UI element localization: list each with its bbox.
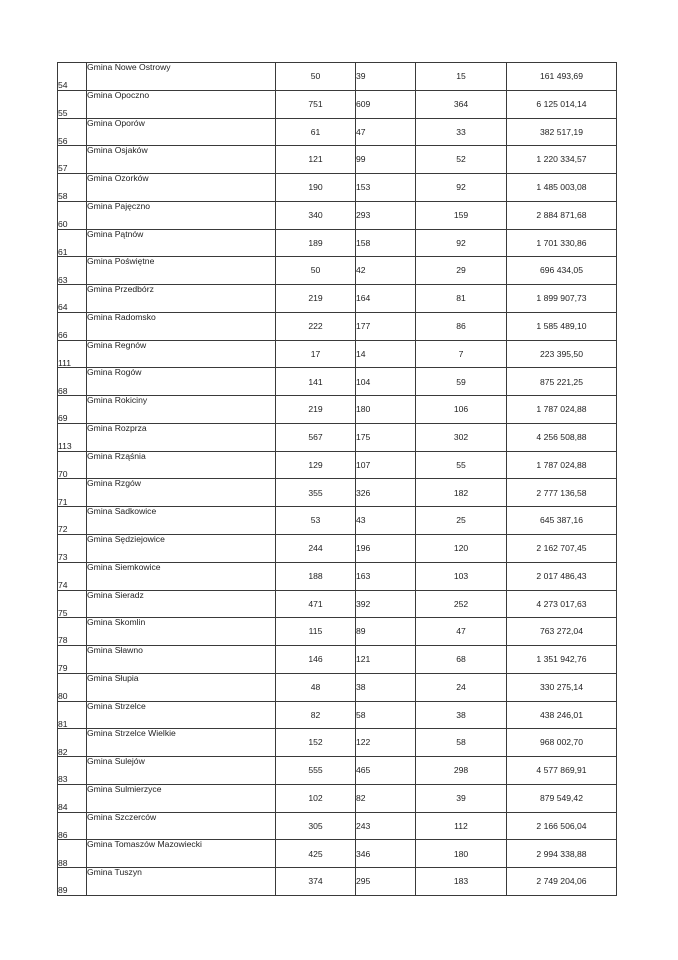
row-number: 58 [58,174,87,202]
row-number: 82 [58,729,87,757]
row-number: 71 [58,479,87,507]
table-row [58,174,617,202]
table-row [58,90,617,118]
value-col-3: 298 [416,757,507,785]
value-col-3: 55 [416,451,507,479]
municipality-name: Gmina Sulejów [87,757,276,785]
table-row [58,701,617,729]
amount: 2 777 136,58 [507,479,617,507]
municipality-name: Gmina Regnów [87,340,276,368]
row-number: 79 [58,646,87,674]
value-col-2: 293 [356,201,416,229]
table-row [58,840,617,868]
value-col-1: 355 [276,479,356,507]
value-col-2: 609 [356,90,416,118]
value-col-2: 243 [356,812,416,840]
row-number: 111 [58,340,87,368]
municipality-name: Gmina Przedbórz [87,285,276,313]
value-col-2: 163 [356,562,416,590]
value-col-1: 567 [276,423,356,451]
value-col-2: 465 [356,757,416,785]
value-col-2: 175 [356,423,416,451]
value-col-2: 180 [356,396,416,424]
value-col-1: 48 [276,673,356,701]
value-col-3: 120 [416,535,507,563]
value-col-2: 89 [356,618,416,646]
row-number: 55 [58,90,87,118]
row-number: 57 [58,146,87,174]
value-col-1: 244 [276,535,356,563]
value-col-1: 222 [276,312,356,340]
value-col-3: 29 [416,257,507,285]
value-col-3: 25 [416,507,507,535]
row-number: 83 [58,757,87,785]
value-col-3: 92 [416,229,507,257]
value-col-1: 50 [276,63,356,91]
row-number: 80 [58,673,87,701]
amount: 4 256 508,88 [507,423,617,451]
row-number: 81 [58,701,87,729]
value-col-2: 43 [356,507,416,535]
value-col-3: 59 [416,368,507,396]
amount: 161 493,69 [507,63,617,91]
value-col-1: 115 [276,618,356,646]
municipality-name: Gmina Rząśnia [87,451,276,479]
row-number: 75 [58,590,87,618]
municipality-table [57,62,617,896]
row-number: 69 [58,396,87,424]
value-col-3: 302 [416,423,507,451]
amount: 968 002,70 [507,729,617,757]
value-col-2: 107 [356,451,416,479]
table-row [58,257,617,285]
municipality-name: Gmina Rogów [87,368,276,396]
table-row [58,368,617,396]
value-col-2: 38 [356,673,416,701]
value-col-3: 182 [416,479,507,507]
table-row [58,63,617,91]
row-number: 86 [58,812,87,840]
row-number: 78 [58,618,87,646]
value-col-1: 17 [276,340,356,368]
table-row [58,812,617,840]
value-col-1: 141 [276,368,356,396]
row-number: 61 [58,229,87,257]
row-number: 70 [58,451,87,479]
value-col-2: 122 [356,729,416,757]
amount: 879 549,42 [507,784,617,812]
amount: 6 125 014,14 [507,90,617,118]
table-row [58,562,617,590]
table-row [58,618,617,646]
table-row [58,451,617,479]
value-col-1: 190 [276,174,356,202]
value-col-3: 86 [416,312,507,340]
value-col-3: 52 [416,146,507,174]
table-row [58,646,617,674]
amount: 696 434,05 [507,257,617,285]
amount: 645 387,16 [507,507,617,535]
municipality-name: Gmina Oporów [87,118,276,146]
table-row [58,479,617,507]
table-row [58,673,617,701]
value-col-2: 346 [356,840,416,868]
row-number: 74 [58,562,87,590]
table-row [58,868,617,896]
value-col-1: 305 [276,812,356,840]
value-col-3: 15 [416,63,507,91]
value-col-2: 164 [356,285,416,313]
row-number: 54 [58,63,87,91]
municipality-name: Gmina Ozorków [87,174,276,202]
table-row [58,285,617,313]
row-number: 64 [58,285,87,313]
municipality-name: Gmina Sadkowice [87,507,276,535]
value-col-3: 106 [416,396,507,424]
value-col-1: 219 [276,396,356,424]
table-row [58,729,617,757]
value-col-2: 14 [356,340,416,368]
row-number: 66 [58,312,87,340]
amount: 1 485 003,08 [507,174,617,202]
value-col-2: 326 [356,479,416,507]
table-row [58,201,617,229]
value-col-1: 82 [276,701,356,729]
amount: 875 221,25 [507,368,617,396]
amount: 382 517,19 [507,118,617,146]
amount: 763 272,04 [507,618,617,646]
amount: 2 749 204,06 [507,868,617,896]
value-col-3: 252 [416,590,507,618]
amount: 330 275,14 [507,673,617,701]
amount: 2 017 486,43 [507,562,617,590]
value-col-2: 104 [356,368,416,396]
row-number: 60 [58,201,87,229]
municipality-name: Gmina Sulmierzyce [87,784,276,812]
row-number: 88 [58,840,87,868]
amount: 1 220 334,57 [507,146,617,174]
table-row [58,340,617,368]
table-row [58,396,617,424]
municipality-name: Gmina Poświętne [87,257,276,285]
value-col-1: 50 [276,257,356,285]
value-col-3: 47 [416,618,507,646]
row-number: 84 [58,784,87,812]
row-number: 68 [58,368,87,396]
value-col-2: 58 [356,701,416,729]
value-col-1: 121 [276,146,356,174]
value-col-1: 53 [276,507,356,535]
value-col-1: 751 [276,90,356,118]
municipality-name: Gmina Pątnów [87,229,276,257]
table-row [58,590,617,618]
amount: 4 273 017,63 [507,590,617,618]
amount: 4 577 869,91 [507,757,617,785]
municipality-name: Gmina Radomsko [87,312,276,340]
table-body [58,63,617,896]
value-col-1: 188 [276,562,356,590]
value-col-3: 58 [416,729,507,757]
municipality-name: Gmina Skomlin [87,618,276,646]
value-col-3: 68 [416,646,507,674]
amount: 2 166 506,04 [507,812,617,840]
amount: 2 884 871,68 [507,201,617,229]
value-col-3: 7 [416,340,507,368]
amount: 1 899 907,73 [507,285,617,313]
value-col-3: 183 [416,868,507,896]
table-row [58,312,617,340]
municipality-name: Gmina Tuszyn [87,868,276,896]
amount: 1 787 024,88 [507,396,617,424]
municipality-name: Gmina Słupia [87,673,276,701]
table-row [58,784,617,812]
value-col-1: 219 [276,285,356,313]
value-col-3: 112 [416,812,507,840]
municipality-name: Gmina Strzelce [87,701,276,729]
value-col-2: 121 [356,646,416,674]
municipality-name: Gmina Opoczno [87,90,276,118]
value-col-1: 61 [276,118,356,146]
value-col-3: 33 [416,118,507,146]
table-row [58,118,617,146]
value-col-1: 425 [276,840,356,868]
table-row [58,423,617,451]
value-col-3: 159 [416,201,507,229]
value-col-1: 374 [276,868,356,896]
value-col-3: 92 [416,174,507,202]
value-col-1: 555 [276,757,356,785]
value-col-3: 38 [416,701,507,729]
value-col-2: 42 [356,257,416,285]
amount: 1 585 489,10 [507,312,617,340]
row-number: 73 [58,535,87,563]
amount: 2 162 707,45 [507,535,617,563]
municipality-name: Gmina Sędziejowice [87,535,276,563]
municipality-name: Gmina Nowe Ostrowy [87,63,276,91]
amount: 438 246,01 [507,701,617,729]
municipality-name: Gmina Szczerców [87,812,276,840]
row-number: 56 [58,118,87,146]
row-number: 113 [58,423,87,451]
amount: 1 701 330,86 [507,229,617,257]
row-number: 63 [58,257,87,285]
municipality-name: Gmina Rokiciny [87,396,276,424]
municipality-name: Gmina Strzelce Wielkie [87,729,276,757]
value-col-3: 81 [416,285,507,313]
value-col-3: 180 [416,840,507,868]
value-col-3: 39 [416,784,507,812]
municipality-name: Gmina Rozprza [87,423,276,451]
table-row [58,507,617,535]
value-col-2: 295 [356,868,416,896]
table-row [58,146,617,174]
value-col-2: 39 [356,63,416,91]
municipality-name: Gmina Sławno [87,646,276,674]
municipality-name: Gmina Siemkowice [87,562,276,590]
value-col-2: 177 [356,312,416,340]
municipality-name: Gmina Sieradz [87,590,276,618]
municipality-name: Gmina Osjaków [87,146,276,174]
table-row [58,535,617,563]
row-number: 89 [58,868,87,896]
municipality-name: Gmina Rzgów [87,479,276,507]
amount: 1 351 942,76 [507,646,617,674]
value-col-1: 340 [276,201,356,229]
value-col-1: 129 [276,451,356,479]
value-col-3: 103 [416,562,507,590]
value-col-1: 102 [276,784,356,812]
table-row [58,757,617,785]
value-col-2: 82 [356,784,416,812]
value-col-1: 471 [276,590,356,618]
amount: 2 994 338,88 [507,840,617,868]
value-col-2: 392 [356,590,416,618]
amount: 1 787 024,88 [507,451,617,479]
value-col-1: 189 [276,229,356,257]
value-col-2: 158 [356,229,416,257]
value-col-3: 24 [416,673,507,701]
municipality-name: Gmina Pajęczno [87,201,276,229]
table-row [58,229,617,257]
value-col-2: 47 [356,118,416,146]
value-col-1: 146 [276,646,356,674]
value-col-1: 152 [276,729,356,757]
value-col-3: 364 [416,90,507,118]
value-col-2: 99 [356,146,416,174]
value-col-2: 196 [356,535,416,563]
amount: 223 395,50 [507,340,617,368]
municipality-name: Gmina Tomaszów Mazowiecki [87,840,276,868]
row-number: 72 [58,507,87,535]
value-col-2: 153 [356,174,416,202]
